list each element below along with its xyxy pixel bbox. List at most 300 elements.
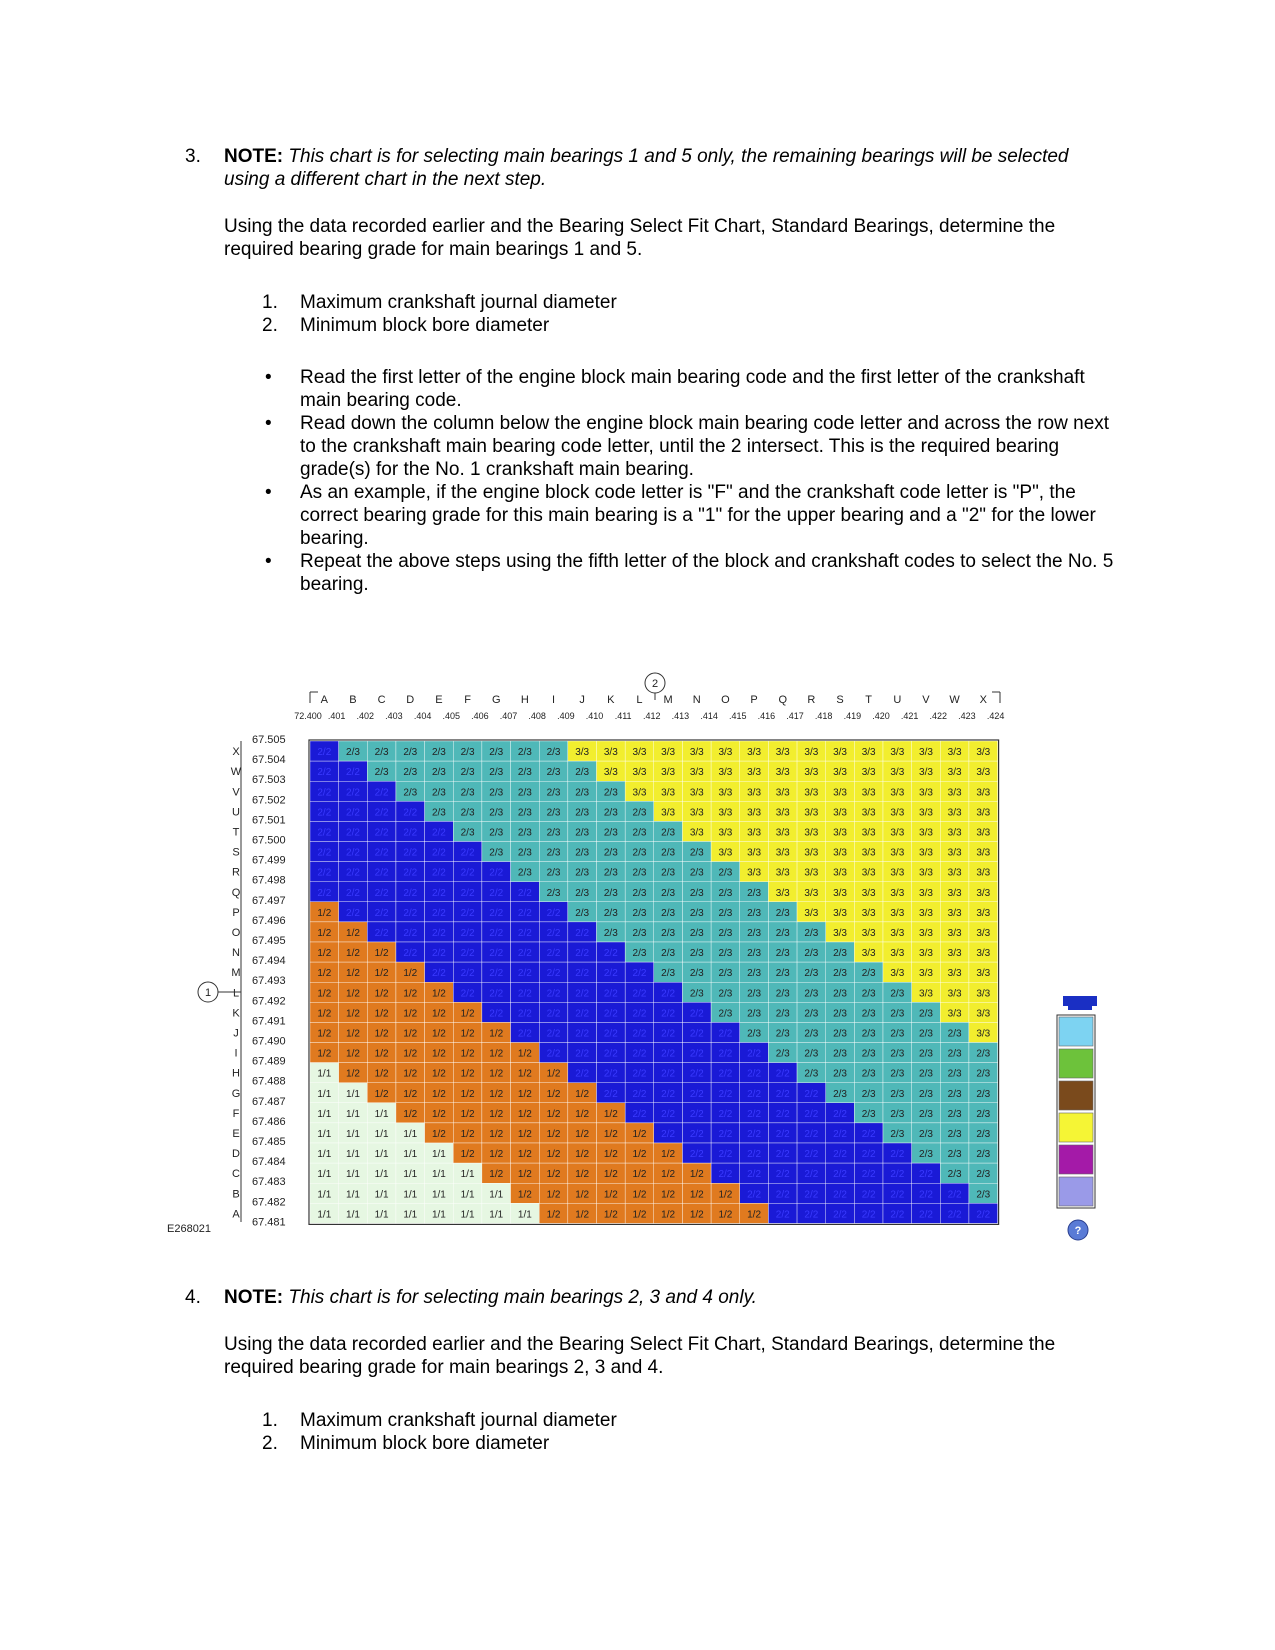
- grade-label: 2/3: [575, 887, 590, 899]
- grade-label: 2/3: [689, 927, 704, 939]
- grade-label: 1/2: [603, 1189, 618, 1201]
- grade-label: 1/2: [489, 1048, 504, 1060]
- grade-label: 2/2: [403, 867, 418, 879]
- grade-label: 3/3: [976, 827, 991, 839]
- grade-label: 1/2: [460, 1008, 475, 1020]
- grade-label: 1/2: [374, 948, 389, 960]
- grade-label: 3/3: [919, 968, 933, 980]
- column-value: .417: [786, 711, 804, 721]
- grade-label: 3/3: [689, 827, 704, 839]
- row-letter: O: [231, 926, 241, 939]
- grade-label: 3/3: [976, 747, 991, 759]
- grade-label: 1/1: [346, 1189, 360, 1201]
- grade-label: 2/3: [460, 747, 475, 759]
- grade-label: 1/2: [403, 1048, 418, 1060]
- grade-label: 2/2: [346, 907, 360, 919]
- column-letter: M: [663, 694, 673, 706]
- column-value: .410: [585, 711, 604, 721]
- grade-label: 2/3: [689, 948, 704, 960]
- column-value: .405: [442, 711, 461, 721]
- grade-label: 2/2: [775, 1149, 790, 1161]
- grade-label: 3/3: [718, 807, 733, 819]
- column-letter: S: [836, 694, 844, 706]
- grade-label: 1/2: [489, 1108, 504, 1120]
- grade-label: 2/3: [661, 847, 676, 859]
- grade-label: 2/3: [546, 867, 561, 879]
- grade-label: 1/2: [460, 1088, 475, 1100]
- grade-label: 2/2: [517, 968, 532, 980]
- grade-label: 2/2: [804, 1169, 819, 1181]
- grade-label: 2/3: [919, 1149, 933, 1161]
- grade-label: 3/3: [947, 847, 962, 859]
- column-letter: X: [979, 694, 987, 706]
- grade-label: 2/2: [833, 1108, 847, 1120]
- grade-label: 1/2: [431, 1088, 446, 1100]
- intro-paragraph: Using the data recorded earlier and the Bearing Select Fit Chart, Standard Bearings, determine the required bearing grade for main bearings 2, 3 and 4.: [224, 1334, 1056, 1378]
- grade-label: 1/2: [689, 1169, 704, 1181]
- legend-swatch: [1059, 1049, 1093, 1078]
- grade-label: 2/3: [374, 747, 389, 759]
- grade-label: 2/3: [460, 827, 475, 839]
- list-text: Maximum crankshaft journal diameter: [300, 292, 617, 313]
- grade-label: 2/2: [747, 1088, 762, 1100]
- grade-label: 3/3: [947, 787, 962, 799]
- grade-label: 1/2: [317, 968, 332, 980]
- grade-label: 2/3: [632, 807, 647, 819]
- grade-label: 1/2: [603, 1209, 618, 1221]
- grade-label: 2/3: [489, 767, 504, 779]
- grade-label: 3/3: [804, 827, 819, 839]
- grade-label: 1/2: [403, 1008, 418, 1020]
- tcm-icon: [1063, 996, 1097, 1010]
- row-letter: S: [232, 846, 240, 859]
- grade-label: 2/3: [804, 927, 819, 939]
- grade-label: 2/2: [460, 988, 475, 1000]
- row-letter: W: [230, 766, 242, 779]
- grade-label: 2/3: [804, 968, 819, 980]
- grade-label: 2/2: [374, 867, 389, 879]
- column-value: .402: [356, 711, 375, 721]
- grade-label: 2/2: [317, 747, 332, 759]
- grade-label: 1/2: [546, 1068, 561, 1080]
- grade-label: 3/3: [833, 907, 847, 919]
- grade-label: 2/2: [661, 1048, 676, 1060]
- grade-label: 3/3: [661, 807, 676, 819]
- grade-label: 3/3: [603, 767, 618, 779]
- bullet-text: Read down the column below the engine block main bearing code letter and across the row next to the crankshaft main bearing code letter, until the 2 intersect. This is the required bearing grade(s) for the No. 1 crankshaft main bearing.: [300, 413, 1110, 480]
- grade-label: 2/2: [747, 1108, 762, 1120]
- grade-label: 2/2: [804, 1189, 819, 1201]
- grade-label: 2/3: [947, 1128, 962, 1140]
- grade-label: 3/3: [775, 847, 790, 859]
- grade-label: 2/3: [661, 887, 676, 899]
- row-value: 67.487: [252, 1095, 286, 1108]
- grade-label: 2/2: [489, 887, 504, 899]
- grade-label: 3/3: [833, 807, 847, 819]
- column-value: .419: [843, 711, 862, 721]
- grade-label: 2/2: [661, 1128, 676, 1140]
- grade-label: 2/3: [747, 1008, 762, 1020]
- grade-label: 2/2: [775, 1108, 790, 1120]
- grade-label: 2/2: [804, 1108, 819, 1120]
- grade-label: 2/3: [718, 988, 733, 1000]
- grade-label: 1/2: [374, 968, 389, 980]
- grade-label: 2/2: [546, 988, 561, 1000]
- grade-label: 1/2: [575, 1169, 590, 1181]
- row-value: 67.500: [252, 834, 286, 847]
- grade-label: 2/2: [689, 1028, 704, 1040]
- grade-label: 3/3: [947, 827, 962, 839]
- grade-label: 3/3: [919, 747, 933, 759]
- grade-label: 3/3: [976, 1008, 991, 1020]
- grade-label: 3/3: [718, 747, 733, 759]
- grade-label: 2/2: [403, 927, 418, 939]
- grade-label: 2/2: [403, 807, 418, 819]
- grade-label: 2/2: [460, 968, 475, 980]
- row-value: 67.501: [252, 814, 286, 827]
- grade-label: 1/1: [374, 1169, 389, 1181]
- column-letter: A: [320, 694, 328, 706]
- legend-swatch: [1059, 1081, 1093, 1110]
- legend-swatch: [1059, 1145, 1093, 1174]
- grade-label: 1/2: [661, 1189, 676, 1201]
- grade-label: 2/3: [775, 1028, 790, 1040]
- grade-label: 1/1: [317, 1209, 332, 1221]
- grade-label: 2/3: [747, 1028, 762, 1040]
- bullet-text: As an example, if the engine block code letter is "F" and the crankshaft code letter is "P", the correct bearing grade for this main bearing is a "1" for the upper bearing and a "2" for the lower bearing.: [300, 482, 1096, 549]
- grade-label: 2/2: [403, 887, 418, 899]
- grade-label: 3/3: [632, 747, 647, 759]
- bullet-text: Repeat the above steps using the fifth letter of the block and crankshaft codes to select the No. 5 bearing.: [300, 551, 1114, 595]
- grade-label: 3/3: [804, 887, 819, 899]
- grade-label: 3/3: [976, 968, 991, 980]
- grade-label: 3/3: [919, 767, 933, 779]
- grade-label: 1/1: [460, 1209, 475, 1221]
- grade-label: 2/2: [833, 1128, 847, 1140]
- list-item: [262, 1409, 617, 1432]
- grade-label: 1/2: [317, 927, 332, 939]
- grade-label: 2/3: [833, 968, 847, 980]
- grade-label: 2/2: [747, 1169, 762, 1181]
- grade-label: 2/3: [661, 867, 676, 879]
- row-value: 67.484: [252, 1156, 286, 1169]
- grade-label: 3/3: [861, 807, 876, 819]
- grade-label: 2/3: [689, 867, 704, 879]
- grade-label: 2/2: [718, 1088, 733, 1100]
- grade-label: 2/3: [833, 1008, 847, 1020]
- row-value: 67.485: [252, 1136, 286, 1148]
- grade-label: 2/3: [460, 767, 475, 779]
- grade-label: 2/3: [775, 1048, 790, 1060]
- grade-label: 2/2: [403, 948, 418, 960]
- grade-label: 2/2: [374, 907, 389, 919]
- grade-label: 3/3: [775, 767, 790, 779]
- numbered-list: [262, 1409, 617, 1455]
- grade-label: 1/1: [317, 1108, 332, 1120]
- column-letter: N: [692, 694, 701, 706]
- grade-label: 2/2: [546, 1008, 561, 1020]
- grade-label: 2/3: [603, 887, 618, 899]
- grade-label: 2/2: [575, 1008, 590, 1020]
- grade-label: 1/1: [374, 1149, 389, 1161]
- grade-label: 2/2: [489, 948, 504, 960]
- grade-label: 1/1: [374, 1189, 389, 1201]
- grade-label: 1/2: [517, 1088, 532, 1100]
- legend-swatch: [1059, 1177, 1093, 1206]
- grade-label: 2/2: [775, 1128, 790, 1140]
- grade-label: 2/2: [346, 827, 360, 839]
- list-number: 1.: [262, 292, 278, 313]
- grade-label: 3/3: [919, 867, 933, 879]
- grade-label: 2/3: [976, 1169, 991, 1181]
- grade-label: 2/3: [431, 807, 446, 819]
- step-4: [185, 1286, 1104, 1379]
- grade-label: 3/3: [775, 827, 790, 839]
- grade-label: 2/2: [661, 1028, 676, 1040]
- row-value: 67.491: [252, 1015, 286, 1028]
- grade-label: 3/3: [775, 867, 790, 879]
- grade-label: 3/3: [861, 867, 876, 879]
- grade-label: 2/2: [775, 1088, 790, 1100]
- grade-label: 2/3: [804, 948, 819, 960]
- grade-label: 2/3: [976, 1189, 991, 1201]
- grade-label: 2/2: [575, 948, 590, 960]
- grade-label: 2/3: [346, 747, 360, 759]
- grade-label: 3/3: [890, 907, 905, 919]
- grade-label: 1/2: [517, 1068, 532, 1080]
- grade-label: 2/3: [890, 1108, 905, 1120]
- grade-label: 2/2: [431, 948, 446, 960]
- grade-label: 1/2: [575, 1128, 590, 1140]
- column-letter: T: [865, 694, 873, 706]
- grade-label: 3/3: [775, 887, 790, 899]
- row-value: 67.488: [252, 1075, 286, 1088]
- grade-label: 2/3: [517, 787, 532, 799]
- grade-label: 2/3: [919, 1028, 933, 1040]
- intro-paragraph: Using the data recorded earlier and the Bearing Select Fit Chart, Standard Bearings, determine the required bearing grade for main bearings 1 and 5.: [224, 216, 1056, 260]
- grade-label: 2/2: [632, 1048, 647, 1060]
- grade-label: 1/2: [546, 1128, 561, 1140]
- column-value: .412: [643, 711, 661, 721]
- grade-label: 2/2: [775, 1169, 790, 1181]
- column-letter: B: [349, 694, 357, 706]
- grade-label: 2/2: [661, 1108, 676, 1120]
- list-text: Minimum block bore diameter: [300, 1433, 550, 1454]
- grade-label: 2/3: [632, 887, 647, 899]
- row-value: 67.502: [252, 794, 286, 807]
- grade-label: 2/3: [947, 1108, 962, 1120]
- grade-label: 1/2: [431, 1008, 446, 1020]
- grade-label: 2/3: [489, 847, 504, 859]
- grade-label: 2/3: [747, 887, 762, 899]
- grade-label: 2/2: [346, 867, 360, 879]
- grade-label: 2/2: [317, 767, 332, 779]
- grade-label: 3/3: [919, 948, 933, 960]
- grade-label: 3/3: [890, 747, 905, 759]
- grade-label: 1/2: [317, 1008, 332, 1020]
- grade-label: 1/1: [346, 1108, 360, 1120]
- grade-label: 2/2: [861, 1209, 876, 1221]
- grade-label: 3/3: [947, 948, 962, 960]
- grade-label: 1/2: [489, 1028, 504, 1040]
- row-letter: H: [232, 1067, 240, 1080]
- grade-label: 2/3: [804, 1028, 819, 1040]
- grade-label: 2/2: [460, 927, 475, 939]
- grade-label: 1/2: [346, 948, 360, 960]
- list-number: 1.: [262, 1410, 278, 1431]
- grade-label: 2/2: [689, 1088, 704, 1100]
- legend-swatch: [1059, 1017, 1093, 1046]
- list-text: Minimum block bore diameter: [300, 315, 550, 336]
- grade-label: 2/2: [460, 948, 475, 960]
- grade-label: 2/3: [976, 1128, 991, 1140]
- row-value: 67.486: [252, 1115, 286, 1128]
- column-value: .409: [557, 711, 575, 721]
- grade-label: 2/3: [403, 767, 418, 779]
- grade-label: 2/3: [747, 968, 762, 980]
- grade-label: 2/3: [890, 1068, 905, 1080]
- grade-label: 1/1: [460, 1169, 475, 1181]
- grade-label: 2/2: [804, 1149, 819, 1161]
- grade-label: 1/1: [317, 1169, 332, 1181]
- grade-label: 2/3: [661, 827, 676, 839]
- column-letter: H: [520, 694, 529, 706]
- grade-label: 1/1: [517, 1209, 532, 1221]
- grade-label: 2/3: [861, 968, 876, 980]
- grade-label: 2/2: [603, 948, 618, 960]
- grade-label: 1/2: [460, 1108, 475, 1120]
- grade-label: 3/3: [919, 907, 933, 919]
- grade-label: 1/2: [575, 1108, 590, 1120]
- grade-label: 1/2: [346, 1048, 360, 1060]
- grade-label: 1/2: [546, 1189, 561, 1201]
- grade-label: 3/3: [747, 787, 762, 799]
- grade-label: 3/3: [718, 787, 733, 799]
- column-value: .411: [614, 711, 632, 721]
- figure-id: E268021: [167, 1223, 212, 1235]
- column-letter: E: [435, 694, 443, 706]
- grade-label: 1/2: [460, 1149, 475, 1161]
- grade-label: 2/2: [374, 807, 389, 819]
- note-text: This chart is for selecting main bearings 2, 3 and 4 only.: [288, 1287, 757, 1308]
- grade-label: 3/3: [861, 907, 876, 919]
- grade-label: 2/3: [718, 907, 733, 919]
- callout-2-label: 2: [651, 678, 659, 690]
- grade-label: 2/3: [976, 1108, 991, 1120]
- grade-label: 2/3: [517, 827, 532, 839]
- grade-label: 2/2: [374, 787, 389, 799]
- grade-label: 2/3: [804, 1008, 819, 1020]
- row-value: 67.492: [252, 995, 286, 1008]
- grade-label: 2/2: [890, 1169, 905, 1181]
- grade-label: 2/3: [833, 1088, 847, 1100]
- grade-label: 2/3: [861, 1008, 876, 1020]
- grade-label: 2/3: [489, 827, 504, 839]
- grade-label: 3/3: [947, 907, 962, 919]
- grade-label: 2/2: [919, 1169, 933, 1181]
- grade-label: 3/3: [833, 787, 847, 799]
- grade-label: 2/3: [460, 787, 475, 799]
- grade-label: 2/2: [317, 807, 332, 819]
- grade-label: 1/2: [403, 1028, 418, 1040]
- grade-label: 3/3: [890, 767, 905, 779]
- grade-label: 2/2: [346, 767, 360, 779]
- grade-label: 2/3: [976, 1088, 991, 1100]
- grade-label: 2/3: [890, 1128, 905, 1140]
- grade-label: 2/2: [890, 1209, 905, 1221]
- grade-label: 2/3: [890, 1028, 905, 1040]
- grade-label: 2/2: [431, 927, 446, 939]
- grade-label: 3/3: [804, 867, 819, 879]
- grade-label: 2/2: [546, 1028, 561, 1040]
- grade-label: 2/3: [775, 1008, 790, 1020]
- column-value: .403: [385, 711, 403, 721]
- grade-label: 2/3: [517, 807, 532, 819]
- grade-label: 3/3: [976, 847, 991, 859]
- row-value: 67.505: [252, 734, 286, 746]
- grade-label: 3/3: [919, 787, 933, 799]
- grade-label: 1/1: [403, 1189, 418, 1201]
- grade-label: 3/3: [976, 1028, 991, 1040]
- grade-label: 2/3: [431, 747, 446, 759]
- column-value: .416: [757, 711, 776, 721]
- grade-label: 2/2: [775, 1189, 790, 1201]
- grade-label: 2/3: [431, 767, 446, 779]
- grade-label: 3/3: [833, 927, 847, 939]
- grade-label: 3/3: [804, 907, 819, 919]
- grade-label: 2/2: [804, 1128, 819, 1140]
- grade-label: 2/3: [919, 1108, 933, 1120]
- grade-label: 1/1: [346, 1128, 360, 1140]
- grade-label: 2/2: [489, 1008, 504, 1020]
- grade-label: 1/2: [374, 1048, 389, 1060]
- grade-label: 1/1: [403, 1149, 418, 1161]
- column-value: .414: [700, 711, 718, 721]
- grade-label: 2/3: [833, 1068, 847, 1080]
- grade-label: 2/3: [775, 927, 790, 939]
- grade-label: 3/3: [890, 807, 905, 819]
- grade-label: 2/2: [632, 1028, 647, 1040]
- grade-label: 2/3: [546, 807, 561, 819]
- grade-label: 2/3: [861, 988, 876, 1000]
- grade-label: 2/3: [919, 1008, 933, 1020]
- grade-label: 3/3: [947, 767, 962, 779]
- grade-label: 3/3: [890, 847, 905, 859]
- grade-label: 2/2: [346, 787, 360, 799]
- grade-label: 3/3: [890, 948, 905, 960]
- grade-label: 2/3: [517, 767, 532, 779]
- note-text: This chart is for selecting main bearings 1 and 5 only, the remaining bearings will be selected using a different chart in the next step.: [224, 146, 1069, 190]
- grade-label: 2/2: [833, 1149, 847, 1161]
- row-value: 67.482: [252, 1196, 286, 1209]
- grade-label: 1/1: [431, 1149, 446, 1161]
- grade-label: 2/2: [632, 988, 647, 1000]
- grade-label: 1/2: [317, 988, 332, 1000]
- grade-label: 3/3: [804, 747, 819, 759]
- grade-label: 2/2: [317, 847, 332, 859]
- grade-label: 2/2: [546, 1048, 561, 1060]
- grade-label: 2/2: [976, 1209, 991, 1221]
- list-text: Maximum crankshaft journal diameter: [300, 1410, 617, 1431]
- row-letter: A: [232, 1208, 240, 1221]
- grade-label: 3/3: [919, 988, 933, 1000]
- grade-label: 2/2: [346, 887, 360, 899]
- grade-label: 2/3: [833, 988, 847, 1000]
- step-number: 4.: [185, 1287, 201, 1308]
- grade-label: 2/3: [718, 887, 733, 899]
- grade-label: 2/2: [947, 1209, 962, 1221]
- grade-label: 1/1: [431, 1209, 446, 1221]
